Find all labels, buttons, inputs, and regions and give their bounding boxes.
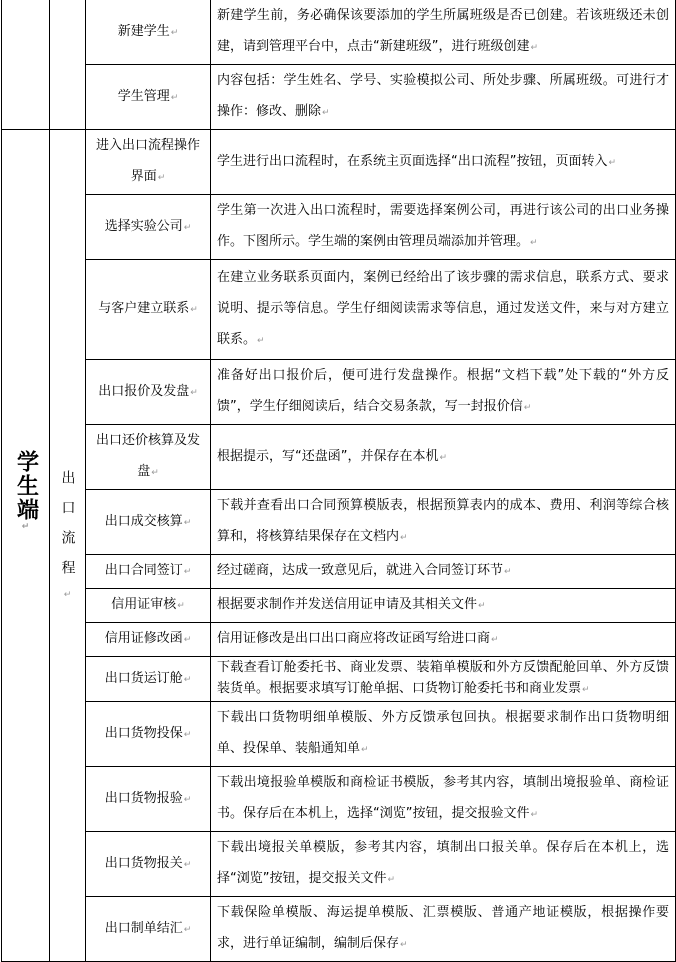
step-name	[86, 425, 211, 490]
step-description	[211, 425, 676, 490]
step-name	[86, 195, 211, 260]
step-name-text: 与客户建立联系 ↵	[98, 301, 198, 316]
table-row	[2, 425, 676, 490]
step-name-text: 出口合同签订 ↵	[105, 563, 192, 578]
step-description	[211, 589, 676, 623]
step-description-text: 内容包括：学生姓名、学号、实验模拟公司、所处步骤、所属班级。可进行才操作：修改、删除 ↵	[217, 73, 669, 119]
step-description-text: 学生进行出口流程时，在系统主页面选择“出口流程”按钮，页面转入 ↵	[217, 154, 616, 169]
empty-cell	[50, 0, 86, 130]
step-name-text: 出口货物投保 ↵	[105, 726, 192, 741]
group-label: 出口流程 ↵	[58, 470, 78, 616]
step-name-text: 新建学生 ↵	[118, 24, 179, 39]
step-name	[86, 0, 211, 65]
step-name-text: 信用证修改函 ↵	[105, 631, 192, 646]
table-row	[2, 623, 676, 657]
step-description	[211, 195, 676, 260]
step-name-text: 学生管理 ↵	[118, 89, 179, 104]
empty-cell	[2, 0, 50, 130]
step-description	[211, 0, 676, 65]
step-description-text: 下载出境报关单模版，参考其内容，填制出口报关单。保存后在本机上，选择“浏览”按钮，提交报关文件 ↵	[217, 840, 669, 886]
step-description	[211, 832, 676, 897]
step-description	[211, 360, 676, 425]
step-name	[86, 897, 211, 962]
step-description-text: 下载出境报验单模版和商检证书模版，参考其内容，填制出境报验单、商检证书。保存后在本机上，选择“浏览”按钮，提交报验文件 ↵	[217, 775, 669, 821]
step-description	[211, 65, 676, 130]
table-row	[2, 360, 676, 425]
step-description-text: 准备好出口报价后，便可进行发盘操作。根据“文档下载”处下载的“外方反馈”，学生仔细阅读后，结合交易条款，写一封报价信 ↵	[217, 368, 669, 414]
table-row	[2, 897, 676, 962]
step-description	[211, 702, 676, 767]
step-name	[86, 832, 211, 897]
step-name	[86, 589, 211, 623]
table-row	[2, 589, 676, 623]
step-name-text: 出口还价核算及发盘 ↵	[96, 433, 200, 479]
step-description	[211, 897, 676, 962]
step-description-text: 下载查看订舱委托书、商业发票、装箱单模版和外方反馈配舱回单、外方反馈装货单。根据要求填写订舱单据、口货物订舱委托书和商业发票 ↵	[217, 660, 669, 696]
step-name-text: 信用证审核 ↵	[111, 597, 185, 612]
table-row	[2, 0, 676, 65]
step-name-text: 出口货物报关 ↵	[105, 856, 192, 871]
step-name	[86, 490, 211, 555]
step-description-text: 学生第一次进入出口流程时，需要选择案例公司，再进行该公司的出口业务操作。下图所示。学生端的案例由管理员端添加并管理。 ↵	[217, 203, 669, 249]
step-description	[211, 490, 676, 555]
step-name-text: 进入出口流程操作界面 ↵	[96, 138, 200, 184]
step-name-text: 出口货运订舱 ↵	[105, 671, 192, 686]
step-description-text: 经过磋商，达成一致意见后，就进入合同签订环节 ↵	[217, 563, 512, 578]
step-description	[211, 657, 676, 702]
step-name	[86, 657, 211, 702]
table-row	[2, 260, 676, 360]
step-name	[86, 65, 211, 130]
table-row	[2, 130, 676, 195]
group-label-cell	[50, 130, 86, 962]
step-description-text: 在建立业务联系页面内，案例已经给出了该步骤的需求信息，联系方式、要求说明、提示等信息。学生仔细阅读需求等信息，通过发送文件，来与对方建立联系。 ↵	[217, 270, 669, 347]
step-name	[86, 260, 211, 360]
step-description	[211, 555, 676, 589]
step-description-text: 根据提示，写“还盘函”，并保存在本机 ↵	[217, 449, 447, 464]
step-description	[211, 260, 676, 360]
table-row	[2, 490, 676, 555]
step-description-text: 下载出口货物明细单模版、外方反馈承包回执。根据要求制作出口货物明细单、投保单、装船通知单 ↵	[217, 710, 669, 756]
step-name-text: 出口货物报验 ↵	[105, 791, 192, 806]
section-label: 学生端 ↵	[13, 450, 39, 534]
table-row	[2, 65, 676, 130]
table-row	[2, 702, 676, 767]
table-row	[2, 657, 676, 702]
step-description-text: 下载保险单模版、海运提单模版、汇票模版、普通产地证模版，根据操作要求，进行单证编制，编制后保存 ↵	[217, 905, 669, 951]
table-row	[2, 832, 676, 897]
step-name-text: 选择实验公司 ↵	[105, 219, 192, 234]
step-name	[86, 623, 211, 657]
table-row	[2, 555, 676, 589]
document-table	[1, 0, 676, 962]
step-description	[211, 623, 676, 657]
step-name	[86, 555, 211, 589]
step-description-text: 新建学生前，务必确保该要添加的学生所属班级是否已创建。若该班级还未创建，请到管理平台中，点击“新建班级”，进行班级创建 ↵	[217, 8, 669, 54]
step-description	[211, 130, 676, 195]
step-name	[86, 702, 211, 767]
section-label-cell	[2, 130, 50, 962]
step-description-text: 下载并查看出口合同预算模版表，根据预算表内的成本、费用、利润等综合核算和，将核算结果保存在文档内 ↵	[217, 498, 669, 544]
table-row	[2, 195, 676, 260]
step-name	[86, 360, 211, 425]
step-name-text: 出口成交核算 ↵	[105, 514, 192, 529]
step-name	[86, 767, 211, 832]
table-row	[2, 767, 676, 832]
step-description	[211, 767, 676, 832]
step-name-text: 出口制单结汇 ↵	[105, 921, 192, 936]
step-name	[86, 130, 211, 195]
step-description-text: 信用证修改是出口出口商应将改证函写给进口商 ↵	[217, 631, 499, 646]
step-name-text: 出口报价及发盘 ↵	[98, 384, 198, 399]
step-description-text: 根据要求制作并发送信用证申请及其相关文件 ↵	[217, 597, 486, 612]
